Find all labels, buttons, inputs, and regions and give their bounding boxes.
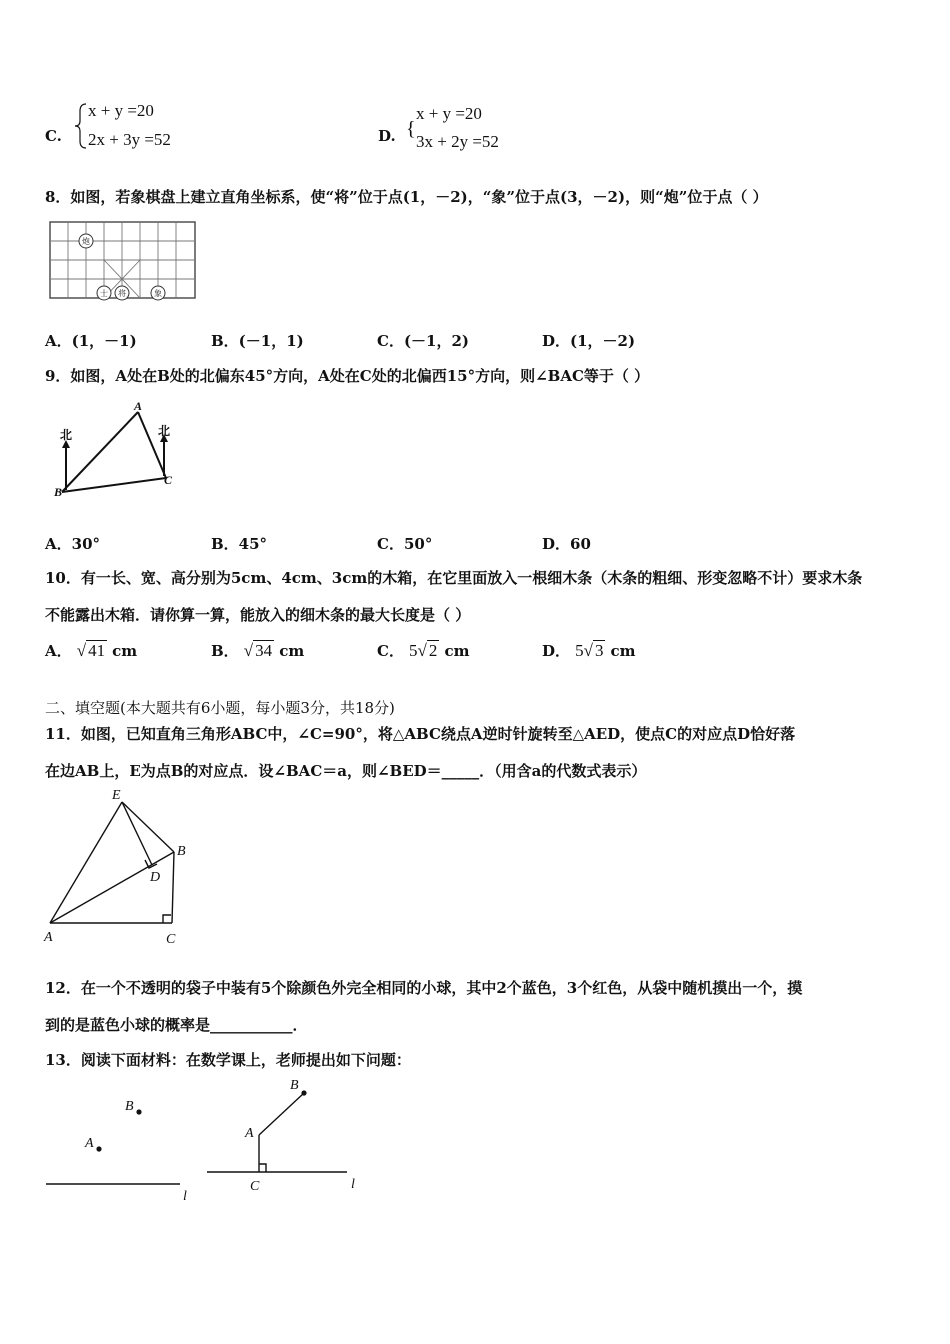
q9-label-a: A	[134, 400, 143, 413]
q7-option-d-label: D.	[378, 127, 396, 145]
q10-option-d: D． 5√ 3 cm	[542, 641, 636, 660]
q9-label-c: C	[164, 473, 173, 487]
q10-option-d-label: D．	[542, 642, 571, 660]
q9-label-north-c: 北	[158, 424, 171, 438]
q13-fig1-label-l: l	[183, 1189, 187, 1204]
q7-option-c-label: C.	[45, 127, 62, 145]
q8-option-b: B．(－1，1)	[211, 332, 304, 350]
q10-option-a-label: A．	[45, 642, 72, 660]
q10-stem-line2: 不能露出木箱．请你算一算，能放入的细木条的最大长度是（ ）	[45, 606, 471, 624]
q12-stem-line2: 到的是蓝色小球的概率是___________．	[45, 1016, 308, 1034]
q11-label-e: E	[112, 788, 121, 803]
q13-fig2-label-a: A	[245, 1126, 254, 1141]
q10-option-c-radicand: 2	[428, 641, 438, 660]
q10-stem-line1: 10．有一长、宽、高分别为5cm、4cm、3cm的木箱，在它里面放入一根细木条（木条的粗细、形变忽略不计）要求木条	[45, 569, 863, 587]
q8-piece-pao: 炮	[82, 237, 90, 246]
q9-option-c: C．50°	[377, 535, 433, 553]
q8-option-a: A．(1，－1)	[45, 332, 137, 350]
q10-option-c-label: C．	[377, 642, 404, 660]
q9-label-b: B	[54, 485, 63, 499]
q10-option-c-unit: cm	[444, 642, 470, 660]
q7-option-c-eq1: x + y =20	[88, 101, 154, 120]
q10-option-a-unit: cm	[112, 642, 138, 660]
q10-option-b-label: B．	[211, 642, 239, 660]
q8-stem: 8．如图，若象棋盘上建立直角坐标系，使“将”位于点(1，－2)，“象”位于点(3，－2)，则“炮”位于点（ ）	[45, 188, 768, 206]
q10-option-d-radicand: 3	[594, 641, 604, 660]
q11-triangle-figure	[42, 785, 202, 950]
q10-option-a: A． √ 41 cm	[45, 641, 138, 660]
q13-fig2-label-c: C	[250, 1179, 260, 1194]
q13-fig1-label-b: B	[125, 1099, 134, 1114]
q8-option-c: C．(－1，2)	[377, 332, 470, 350]
q13-fig2-label-l: l	[351, 1177, 355, 1192]
q7-option-d-eq1: x + y =20	[416, 104, 482, 123]
q11-label-d: D	[150, 870, 161, 885]
q10-option-d-coef: 5	[575, 641, 584, 660]
q10-option-b: B． √ 34 cm	[211, 641, 305, 660]
q11-stem-line2: 在边AB上，E为点B的对应点．设∠BAC＝a，则∠BED＝_____．（用含a的代数式表示）	[45, 762, 647, 780]
q12-stem-line1: 12．在一个不透明的袋子中装有5个除颜色外完全相同的小球，其中2个蓝色，3个红色，从袋中随机摸出一个，摸	[45, 979, 803, 997]
q9-option-d: D．60	[542, 535, 591, 553]
q11-label-c: C	[166, 932, 176, 947]
q13-stem: 13．阅读下面材料：在数学课上，老师提出如下问题：	[45, 1051, 411, 1069]
q8-piece-xiang: 象	[154, 289, 162, 298]
q8-chessboard-figure	[47, 218, 201, 302]
q11-stem-line1: 11．如图，已知直角三角形ABC中，∠C=90°，将△ABC绕点A逆时针旋转至△AED，使点C的对应点D恰好落	[45, 725, 796, 743]
q10-option-b-radicand: 34	[255, 641, 273, 660]
q8-option-d: D．(1，－2)	[542, 332, 636, 350]
q7-option-d-eq2: 3x + 2y =52	[416, 132, 499, 151]
q10-option-b-unit: cm	[279, 642, 305, 660]
q7-option-d-brace: {	[406, 118, 416, 140]
q11-label-b: B	[177, 844, 186, 859]
q13-figure-1	[40, 1090, 200, 1205]
q10-option-d-unit: cm	[610, 642, 636, 660]
q13-figure-2	[203, 1075, 373, 1197]
q9-option-a: A．30°	[45, 535, 101, 553]
q10-option-a-radicand: 41	[88, 641, 106, 660]
q10-option-c-coef: 5	[409, 641, 418, 660]
q8-piece-jiang: 将	[118, 289, 126, 298]
q8-piece-shi: 士	[100, 289, 108, 298]
q13-fig2-label-b: B	[290, 1078, 299, 1093]
section-heading-fill-in: 二、填空题(本大题共有6小题，每小题3分，共18分)	[45, 699, 395, 717]
q9-stem: 9．如图，A处在B处的北偏东45°方向，A处在C处的北偏西15°方向，则∠BAC等于（ ）	[45, 367, 650, 385]
q11-label-a: A	[44, 930, 53, 945]
q9-direction-figure	[52, 400, 182, 500]
q10-option-c: C． 5√ 2 cm	[377, 641, 470, 660]
q13-fig1-label-a: A	[85, 1136, 94, 1151]
q9-label-north-b: 北	[60, 428, 73, 442]
q7-option-c-eq2: 2x + 3y =52	[88, 130, 171, 149]
q9-option-b: B．45°	[211, 535, 268, 553]
